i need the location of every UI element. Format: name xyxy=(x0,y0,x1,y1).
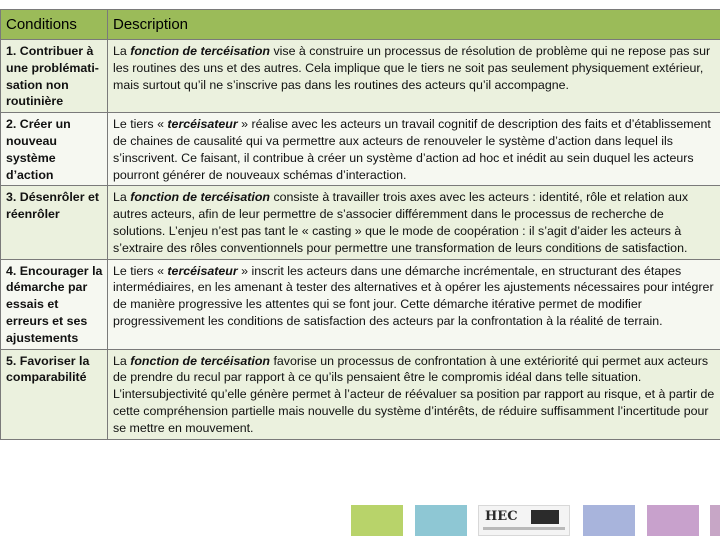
footer-swatch-3 xyxy=(583,505,635,536)
description-text: La xyxy=(113,190,131,205)
table-row xyxy=(1,349,720,439)
top-margin xyxy=(0,0,720,9)
description-text: favorise un processus de confrontation à une extériorité qui permet aux acteurs de prendre du recul par rapport à ce qu’ils pensaient être le compromis idéal dans telle situation. L’intersubjectivité qu’elle génère permet à l’acteur de réévaluer sa position par rapport au risque, et à partir de cette compréhension partielle mais nouvelle du système d’intérêts, de réduire suffisamment l’incertitude pour se mettre en mouvement. xyxy=(113,353,715,435)
table-row xyxy=(1,40,720,113)
hec-logo-emblem xyxy=(531,510,559,524)
header-row xyxy=(1,10,720,40)
footer-swatch-2 xyxy=(415,505,467,536)
condition-cell: 3. Désenrôler et réenrôler xyxy=(1,186,108,259)
description-cell xyxy=(108,349,720,439)
description-text: » inscrit les acteurs dans une démarche incrémentale, en structurant des étapes intermédiaires, en les amenant à tester des alternatives et à opérer les ajustements nécessaires pour intégrer de manière progressive les attentes qui se font jour. Cette démarche itérative permet de modifier progressivement les conditions de satisfaction des acteurs par la confrontation à la réalité de terrain. xyxy=(113,263,714,328)
footer-swatch-1 xyxy=(351,505,403,536)
description-emphasis: fonction de tercéisation xyxy=(130,190,270,205)
condition-cell: 4. Encourager la démarche par essais et erreurs et ses ajustements xyxy=(1,259,108,349)
conditions-table xyxy=(0,9,720,440)
description-cell xyxy=(108,113,720,186)
description-cell xyxy=(108,186,720,259)
description-emphasis: fonction de tercéisation xyxy=(130,44,270,58)
description-cell xyxy=(108,259,720,349)
header-description: Description xyxy=(108,10,720,40)
description-text: consiste à travailler trois axes avec les acteurs : identité, rôle et relation aux autres acteurs, afin de leur permettre de s’associer différemment dans le processus de recherche de solutions. L’enjeu n’est pas tant le « casting » que le mode de coopération : il s’agit d’aider les acteurs à s’extraire des rôles conventionnels pour permettre une transformation de leurs conditions de satisfaction. xyxy=(113,190,689,255)
description-cell xyxy=(108,40,720,113)
header-conditions: Conditions xyxy=(1,10,108,40)
hec-logo-subtitle-line xyxy=(483,527,565,530)
description-text: Le tiers « xyxy=(113,117,168,132)
description-text: vise à construire un processus de résolution de problème qui ne repose pas sur les routines des uns et des autres. Cela implique que le tiers ne soit pas seulement physiquement extérieur, mais surtout qu’il ne s’inscrive pas dans les routines des acteurs qu’il accompagne. xyxy=(113,44,711,92)
footer-swatch-4 xyxy=(647,505,699,536)
table-row xyxy=(1,113,720,186)
description-text: » réalise avec les acteurs un travail cognitif de description des faits et d’établissement de chaines de causalité qui va permettre aux acteurs de renouveler le système d’action dans lequel ils s’inscrivent. Ce faisant, il contribue à créer un système d’action ad hoc et inédit au sein duquel les acteurs pourront générer de nouveaux schémas d’interaction. xyxy=(113,117,711,182)
description-text: La xyxy=(113,353,131,368)
table-row xyxy=(1,186,720,259)
description-emphasis: tercéisateur xyxy=(167,117,238,132)
condition-cell: 5. Favoriser la comparabilité xyxy=(1,349,108,439)
condition-cell: 1. Contribuer à une problémati-sation non routinière xyxy=(1,40,108,113)
footer-swatch-5 xyxy=(710,505,720,536)
description-emphasis: fonction de tercéisation xyxy=(130,353,270,368)
hec-logo xyxy=(478,505,570,536)
condition-cell: 2. Créer un nouveau système d’action xyxy=(1,113,108,186)
description-text: La xyxy=(113,44,131,58)
hec-logo-text: HEC xyxy=(485,509,518,524)
description-emphasis: tercéisateur xyxy=(167,263,238,278)
description-text: Le tiers « xyxy=(113,263,168,278)
table-row xyxy=(1,259,720,349)
table-body xyxy=(1,40,720,440)
